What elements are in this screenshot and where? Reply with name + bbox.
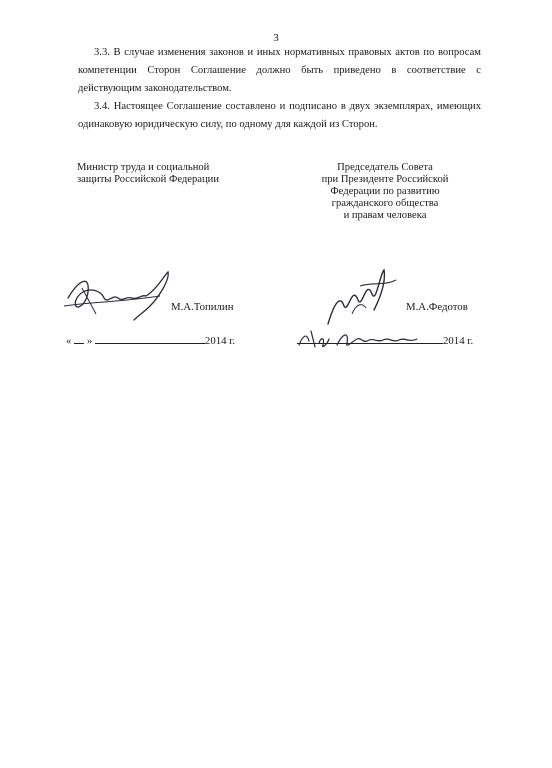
- right-date-year: 2014 г.: [443, 335, 474, 347]
- right-date-line: [297, 335, 473, 347]
- left-title-line: защиты Российской Федерации: [77, 174, 219, 185]
- right-title-line: и правам человека: [343, 210, 427, 221]
- left-day-blank: [74, 343, 84, 344]
- right-signatory-name: М.А.Федотов: [406, 301, 468, 313]
- right-handwritten-signature: [322, 264, 412, 334]
- right-title-line: Председатель Совета: [337, 162, 433, 173]
- right-title-line: при Президенте Российской: [321, 174, 449, 185]
- left-signatory-title: [77, 162, 247, 186]
- clause-3-3: 3.3. В случае изменения законов и иных нормативных правовых актов по вопросам компетенции Сторон Соглашение должно быть приведено в соответствие с действующим законодательством.: [78, 47, 481, 94]
- left-date-year: 2014 г.: [204, 335, 236, 347]
- left-handwritten-signature: [60, 268, 172, 328]
- page-number: 3: [273, 32, 279, 44]
- left-signatory-name: М.А.Топилин: [171, 301, 234, 313]
- left-date-open-quote: «: [66, 335, 72, 347]
- left-month-blank: [95, 343, 205, 344]
- right-title-line: гражданского общества: [331, 198, 439, 209]
- left-date-close-quote: »: [86, 335, 93, 347]
- right-title-line: Федерации по развитию: [330, 186, 440, 197]
- left-title-line: Министр труда и социальной: [77, 162, 210, 173]
- right-handwritten-date: [297, 343, 443, 344]
- right-signatory-title: [300, 162, 470, 222]
- clause-3-4: 3.4. Настоящее Соглашение составлено и подписано в двух экземплярах, имеющих одинаковую юридическую силу, по одному для каждой из Сторон.: [78, 101, 481, 130]
- left-date-line: [66, 335, 235, 347]
